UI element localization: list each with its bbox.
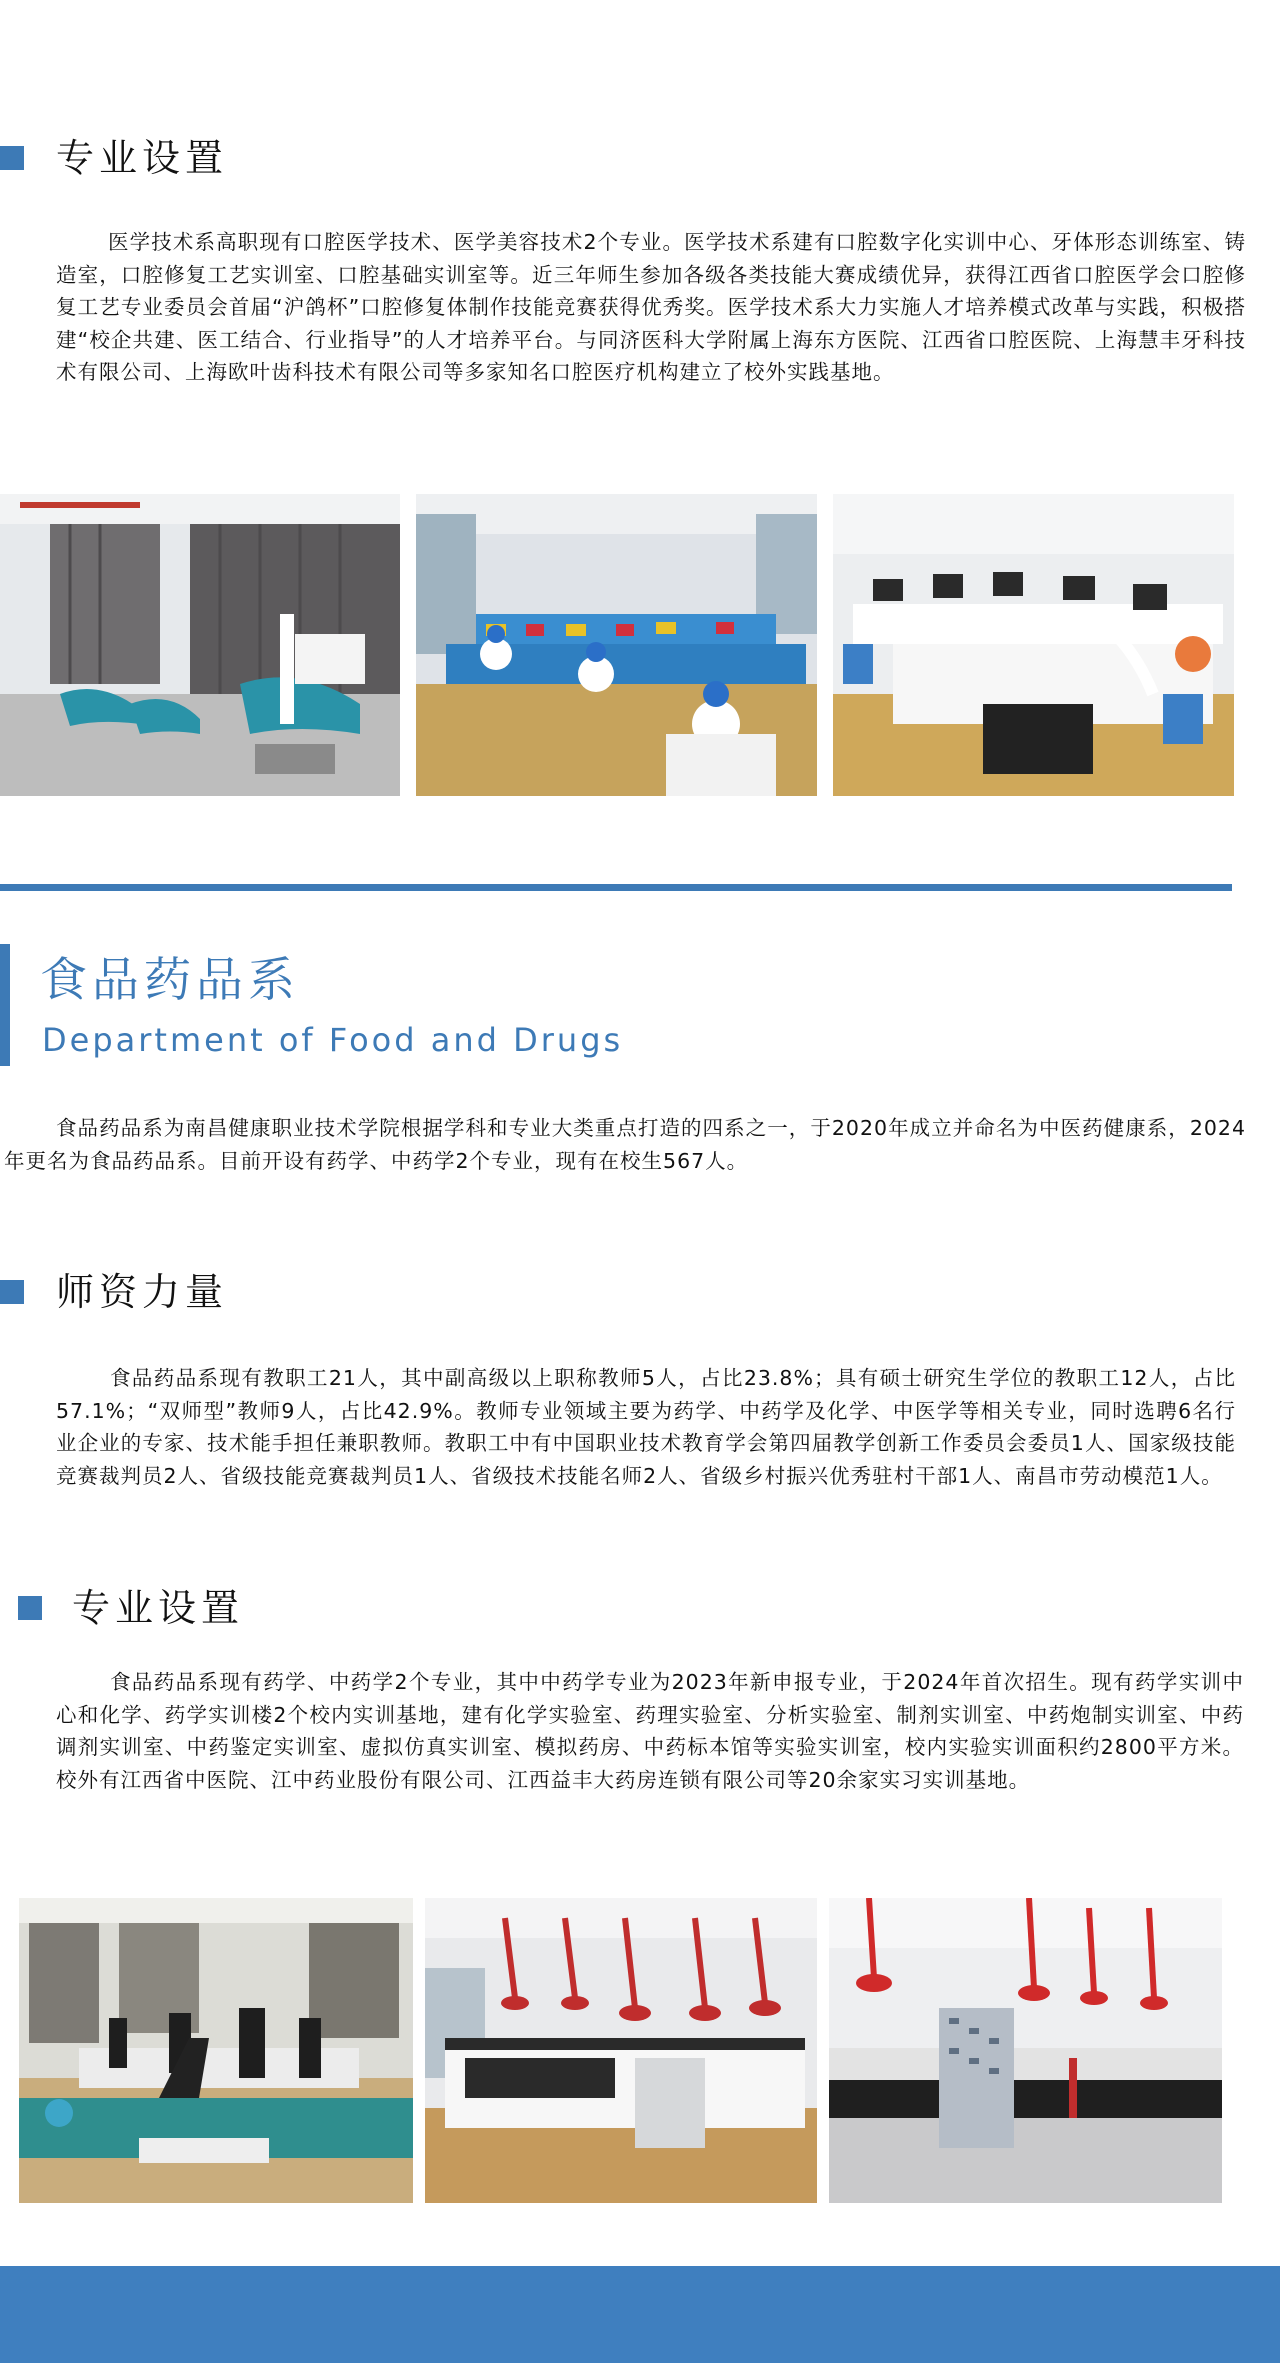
footer-band bbox=[0, 2266, 1280, 2363]
dental-lab-students-photo bbox=[416, 494, 817, 796]
section-marker bbox=[18, 1596, 42, 1620]
section-marker bbox=[0, 1280, 24, 1304]
section-heading-major-setup: 专业设置 bbox=[56, 136, 229, 180]
department-intro: 食品药品系为南昌健康职业技术学院根据学科和专业大类重点打造的四系之一，于2020年成立并命名为中医药健康系，2024年更名为食品药品系。目前开设有药学、中药学2个专业，现有在校生567人。 bbox=[4, 1116, 1246, 1173]
department-title-cn: 食品药品系 bbox=[40, 953, 300, 1008]
section-paragraph-faculty: 食品药品系现有教职工21人，其中副高级以上职称教师5人，占比23.8%；具有硕士研究生学位的教职工12人，占比57.1%；“双师型”教师9人，占比42.9%。教师专业领域主要为药学、中药学及化学、中医学等相关专业，同时选聘6名行业企业的专家、技术能手担任兼职教师。教职工中有中国职业技术教育学会第四届教学创新工作委员会委员1人、国家级技能竞赛裁判员2人、省级技能竞赛裁判员1人、省级技术技能名师2人、省级乡村振兴优秀驻村干部1人、南昌市劳动模范1人。 bbox=[56, 1366, 1236, 1488]
section-heading-faculty: 师资力量 bbox=[56, 1270, 229, 1314]
section-marker bbox=[0, 146, 24, 170]
section-paragraph-major-setup: 医学技术系高职现有口腔医学技术、医学美容技术2个专业。医学技术系建有口腔数字化实训中心、牙体形态训练室、铸造室，口腔修复工艺实训室、口腔基础实训室等。近三年师生参加各级各类技能大赛成绩优异，获得江西省口腔医学会口腔修复工艺专业委员会首届“沪鸽杯”口腔修复体制作技能竞赛获得优秀奖。医学技术系大力实施人才培养模式改革与实践，积极搭建“校企共建、医工结合、行业指导”的人才培养平台。与同济医科大学附属上海东方医院、江西省口腔医院、上海慧丰牙科技术有限公司、上海欧叶齿科技术有限公司等多家知名口腔医疗机构建立了校外实践基地。 bbox=[56, 230, 1246, 385]
section-divider bbox=[0, 884, 1232, 891]
chemistry-lab-photo bbox=[425, 1898, 817, 2203]
microscope-lab-photo bbox=[19, 1898, 413, 2203]
dental-chairs-photo bbox=[0, 494, 400, 796]
department-title-bar bbox=[0, 944, 10, 1066]
section-heading-major-setup-2: 专业设置 bbox=[72, 1586, 245, 1630]
fume-hood-lab-photo bbox=[829, 1898, 1222, 2203]
digital-dental-lab-photo bbox=[833, 494, 1234, 796]
department-title-en: Department of Food and Drugs bbox=[42, 1021, 624, 1059]
section-paragraph-major-setup-2: 食品药品系现有药学、中药学2个专业，其中中药学专业为2023年新申报专业，于2024年首次招生。现有药学实训中心和化学、药学实训楼2个校内实训基地，建有化学实验室、药理实验室、分析实验室、制剂实训室、中药炮制实训室、中药调剂实训室、中药鉴定实训室、虚拟仿真实训室、模拟药房、中药标本馆等实验实训室，校内实验实训面积约2800平方米。校外有江西省中医院、江中药业股份有限公司、江西益丰大药房连锁有限公司等20余家实习实训基地。 bbox=[56, 1670, 1244, 1792]
